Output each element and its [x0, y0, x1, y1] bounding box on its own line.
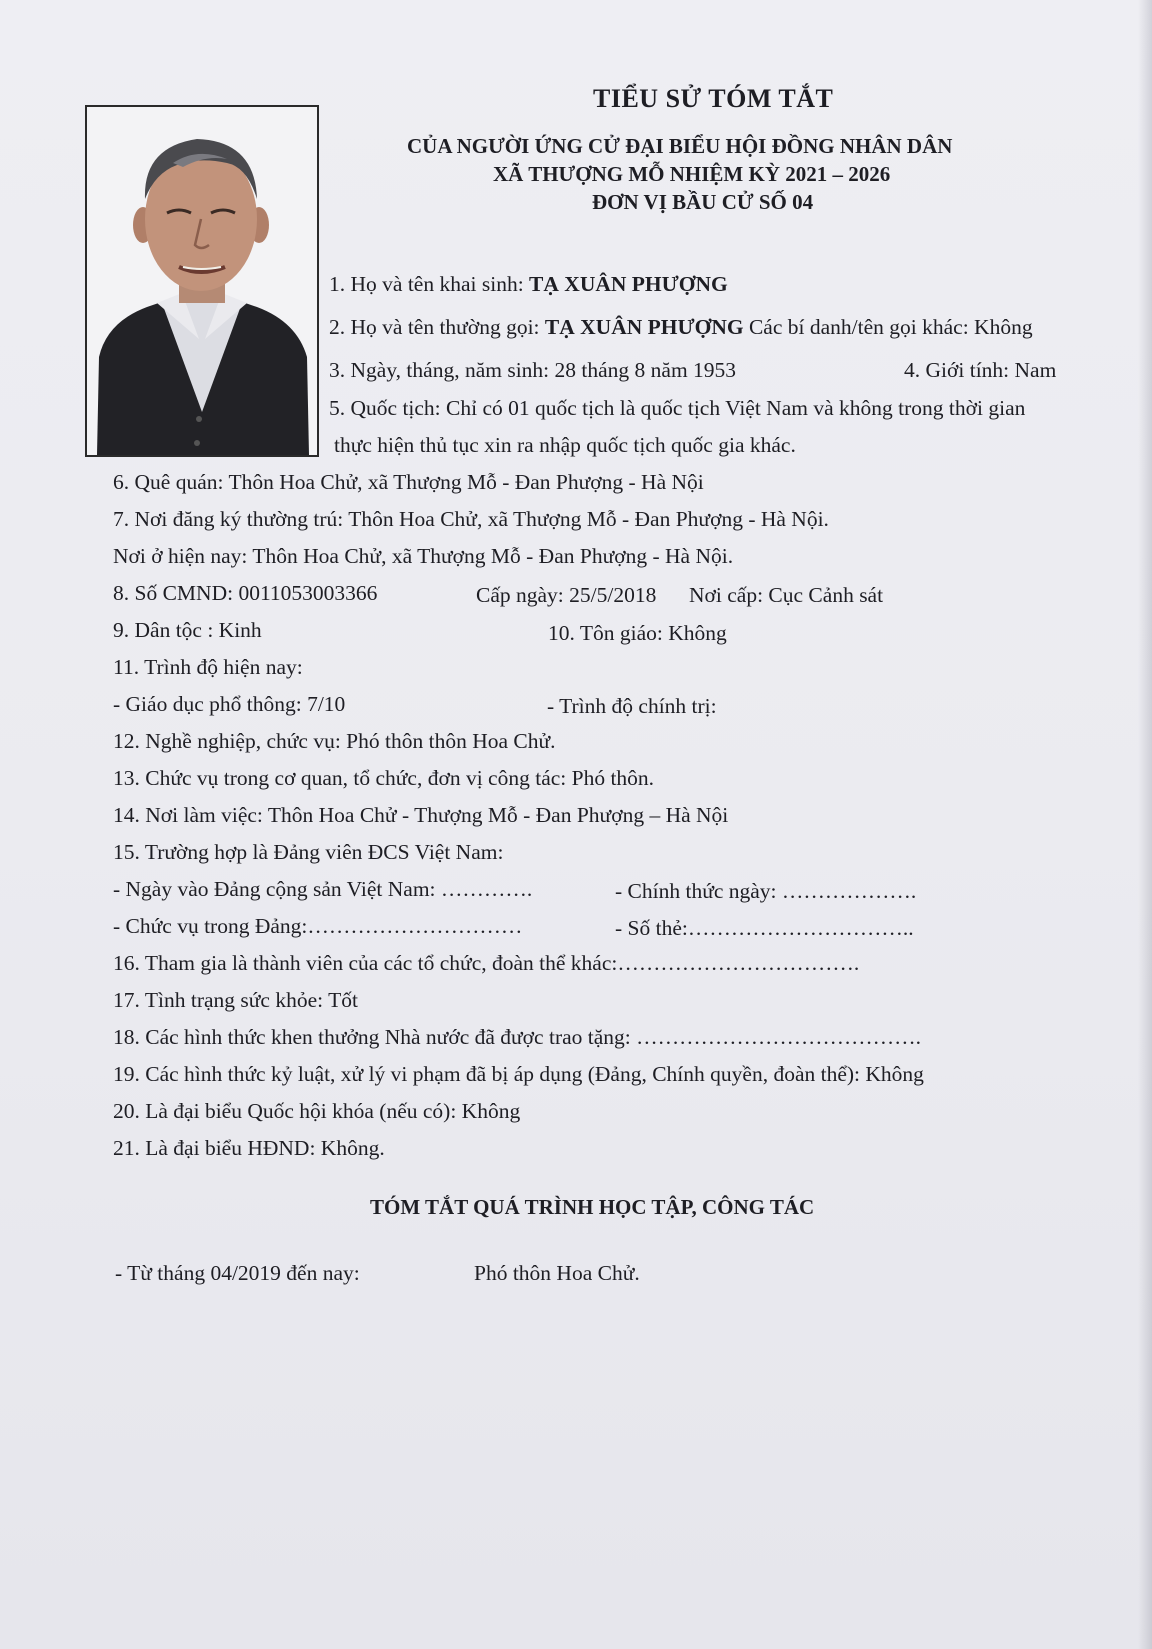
summary-heading: TÓM TẮT QUÁ TRÌNH HỌC TẬP, CÔNG TÁC	[370, 1195, 815, 1219]
portrait-illustration	[87, 107, 317, 455]
field-birth-name-value: TẠ XUÂN PHƯỢNG	[529, 272, 728, 296]
field-party-position: - Chức vụ trong Đảng:…………………………	[113, 914, 523, 938]
field-common-name	[329, 315, 1033, 340]
field-workplace: 14. Nơi làm việc: Thôn Hoa Chử - Thượng Mỗ - Đan Phượng – Hà Nội	[113, 803, 729, 827]
field-national-assembly: 20. Là đại biểu Quốc hội khóa (nếu có): Không	[113, 1099, 521, 1123]
field-health: 17. Tình trạng sức khỏe: Tốt	[113, 988, 358, 1012]
field-birth-name-label: 1. Họ và tên khai sinh:	[329, 272, 530, 296]
field-organizations: 16. Tham gia là thành viên của các tổ chức, đoàn thể khác:…………………………….	[113, 951, 860, 975]
document-subtitle-2: XÃ THƯỢNG MỖ NHIỆM KỲ 2021 – 2026	[493, 162, 891, 186]
field-ethnicity: 9. Dân tộc : Kinh	[113, 618, 262, 642]
portrait-photo	[85, 105, 319, 457]
field-birth-name	[329, 272, 728, 297]
field-birth-date: 3. Ngày, tháng, năm sinh: 28 tháng 8 năm 1953	[329, 358, 737, 382]
field-council-delegate: 21. Là đại biểu HĐND: Không.	[113, 1136, 385, 1160]
field-party-join-date: - Ngày vào Đảng cộng sản Việt Nam: ………….	[113, 877, 533, 901]
field-religion: 10. Tôn giáo: Không	[548, 621, 727, 645]
field-discipline: 19. Các hình thức kỷ luật, xử lý vi phạm đã bị áp dụng (Đảng, Chính quyền, đoàn thể): Không	[113, 1062, 924, 1086]
field-hometown: 6. Quê quán: Thôn Hoa Chử, xã Thượng Mỗ - Đan Phượng - Hà Nội	[113, 470, 704, 494]
field-general-education: - Giáo dục phổ thông: 7/10	[113, 692, 346, 716]
field-common-name-label: 2. Họ và tên thường gọi:	[329, 315, 545, 339]
field-id-number: 8. Số CMND: 0011053003366	[113, 581, 378, 605]
document-subtitle-1: CỦA NGƯỜI ỨNG CỬ ĐẠI BIỂU HỘI ĐỒNG NHÂN DÂN	[407, 134, 953, 158]
field-id-issued-date: Cấp ngày: 25/5/2018	[476, 583, 657, 607]
field-party-official-date: - Chính thức ngày: ……………….	[615, 879, 917, 903]
field-political-level: - Trình độ chính trị:	[547, 694, 717, 718]
field-permanent-address: 7. Nơi đăng ký thường trú: Thôn Hoa Chử, xã Thượng Mỗ - Đan Phượng - Hà Nội.	[113, 507, 829, 531]
field-awards: 18. Các hình thức khen thưởng Nhà nước đã được trao tặng: ………………………………….	[113, 1025, 922, 1049]
field-education-heading: 11. Trình độ hiện nay:	[113, 655, 303, 679]
document-title: TIỂU SỬ TÓM TẮT	[593, 84, 834, 113]
field-party-member: 15. Trường hợp là Đảng viên ĐCS Việt Nam:	[113, 840, 504, 864]
field-id-issued-place: Nơi cấp: Cục Cảnh sát	[689, 583, 884, 607]
document-subtitle-3: ĐƠN VỊ BẦU CỬ SỐ 04	[592, 190, 814, 214]
field-alias: Các bí danh/tên gọi khác: Không	[743, 315, 1033, 339]
field-common-name-value: TẠ XUÂN PHƯỢNG	[544, 315, 744, 339]
field-position: 13. Chức vụ trong cơ quan, tổ chức, đơn vị công tác: Phó thôn.	[113, 766, 655, 790]
page-edge-shadow	[1138, 0, 1152, 1649]
field-nationality-cont: thực hiện thủ tục xin ra nhập quốc tịch quốc gia khác.	[334, 433, 796, 457]
field-gender: 4. Giới tính: Nam	[904, 358, 1057, 382]
summary-role: Phó thôn Hoa Chử.	[474, 1261, 640, 1285]
field-current-address: Nơi ở hiện nay: Thôn Hoa Chử, xã Thượng Mỗ - Đan Phượng - Hà Nội.	[113, 544, 734, 568]
summary-period: - Từ tháng 04/2019 đến nay:	[115, 1261, 360, 1285]
field-nationality: 5. Quốc tịch: Chỉ có 01 quốc tịch là quốc tịch Việt Nam và không trong thời gian	[329, 396, 1026, 420]
field-party-card: - Số thẻ:…………………………..	[615, 916, 914, 940]
field-occupation: 12. Nghề nghiệp, chức vụ: Phó thôn thôn Hoa Chử.	[113, 729, 556, 753]
